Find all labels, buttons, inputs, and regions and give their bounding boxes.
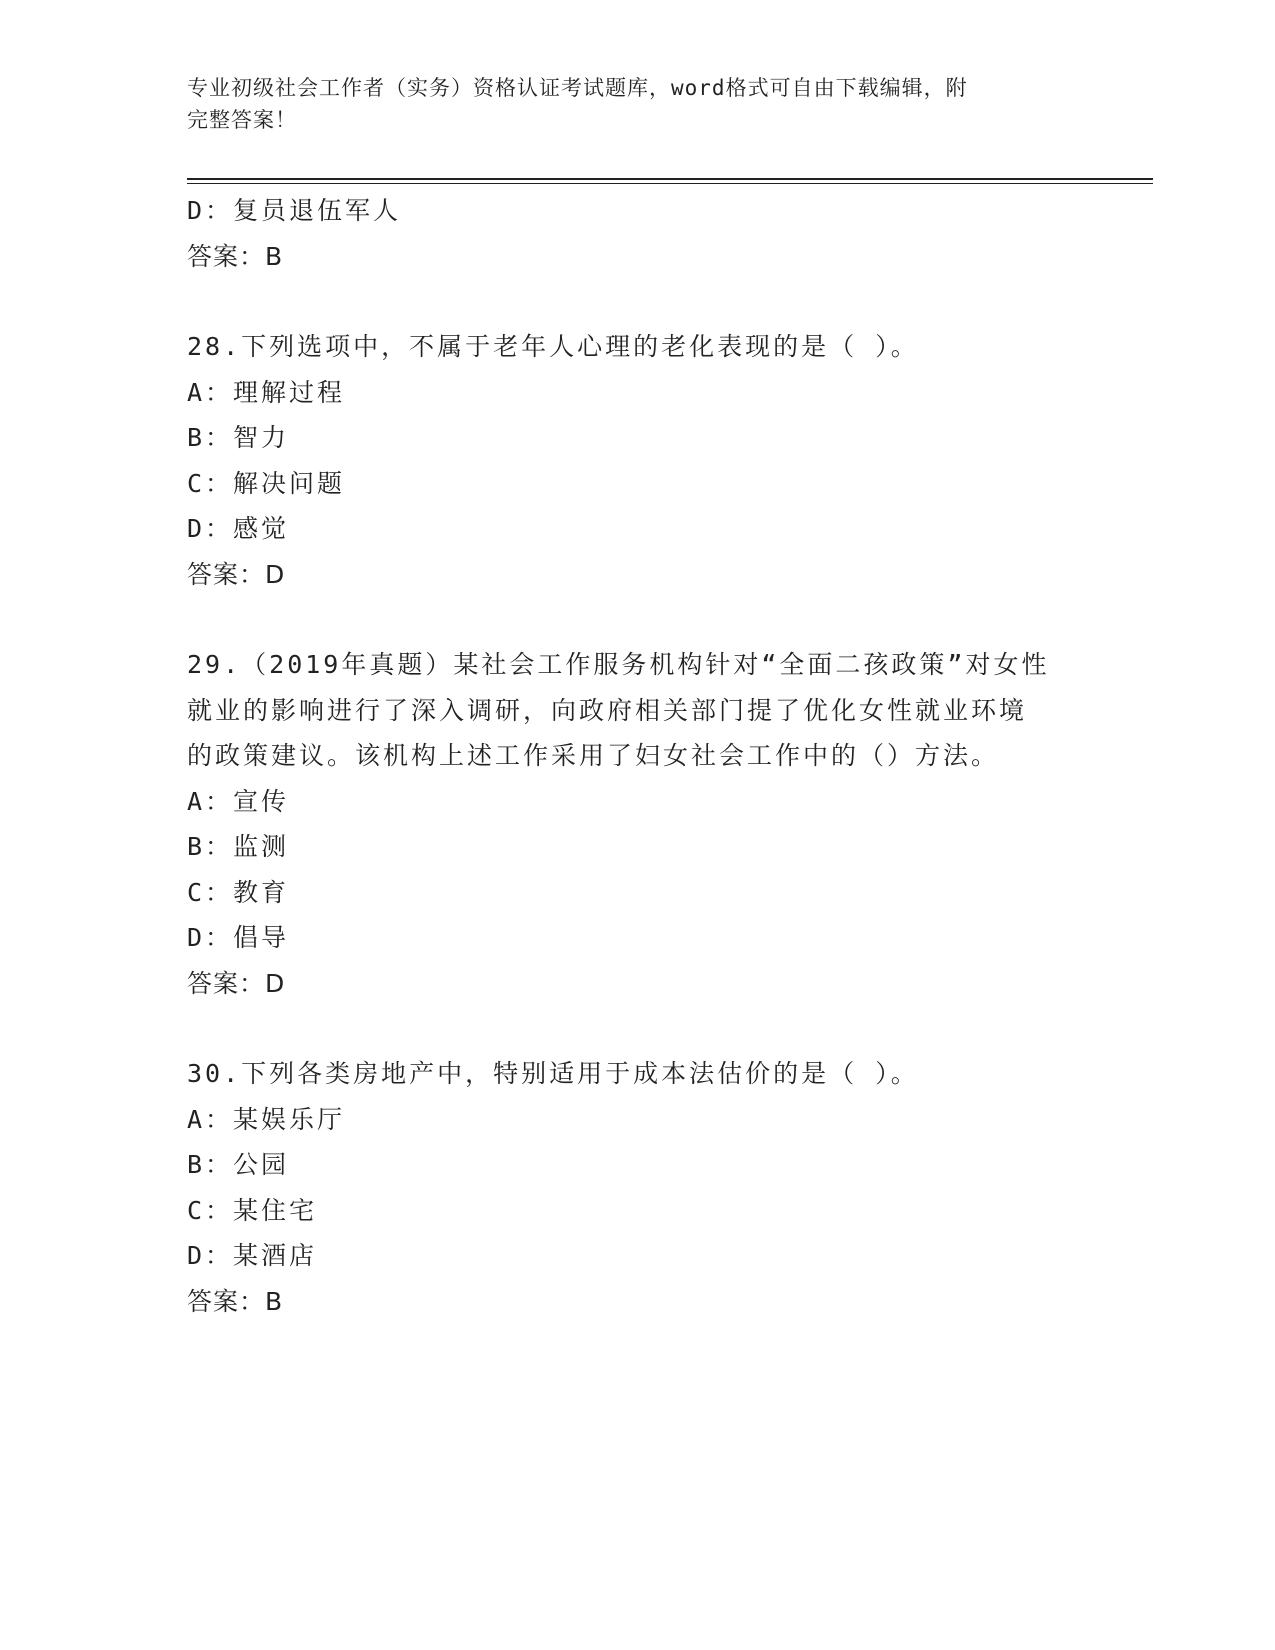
- answer: 答案：D: [187, 559, 286, 589]
- option-b: B：公园: [187, 1150, 290, 1179]
- question-28: [187, 324, 1087, 597]
- spacer: [187, 597, 1087, 642]
- header-rule-thin: [187, 183, 1153, 184]
- question-stem-line-2: 就业的影响进行了深入调研，向政府相关部门提了优化女性就业环境: [187, 695, 1028, 725]
- question-stem-line-3: 的政策建议。该机构上述工作采用了妇女社会工作中的（）方法。: [187, 741, 1000, 770]
- option-a: A：理解过程: [187, 377, 346, 407]
- document-header: [187, 72, 1067, 136]
- option-d: D：某酒店: [187, 1241, 318, 1270]
- answer: 答案：B: [187, 1286, 284, 1316]
- header-line-2: 完整答案！: [187, 108, 297, 132]
- option-b: B：智力: [187, 423, 290, 452]
- question-29: [187, 642, 1087, 1006]
- option-d: D：感觉: [187, 514, 290, 543]
- option-c: C：教育: [187, 877, 290, 907]
- header-line-1: 专业初级社会工作者（实务）资格认证考试题库，word格式可自由下载编辑，附: [187, 76, 968, 100]
- spacer: [187, 1006, 1087, 1051]
- option-d: D：复员退伍军人: [187, 196, 402, 225]
- spacer: [187, 279, 1087, 324]
- previous-question-tail: [187, 188, 1087, 279]
- header-rule-thick: [187, 178, 1153, 180]
- question-stem: 30.下列各类房地产中，特别适用于成本法估价的是（ ）。: [187, 1059, 919, 1088]
- question-stem-line-1: 29.（2019年真题）某社会工作服务机构针对“全面二孩政策”对女性: [187, 650, 1050, 679]
- option-c: C：解决问题: [187, 468, 346, 498]
- option-b: B：监测: [187, 832, 290, 861]
- question-content: [187, 188, 1087, 1324]
- answer: 答案：B: [187, 241, 284, 271]
- question-30: [187, 1051, 1087, 1324]
- option-a: A：某娱乐厅: [187, 1104, 346, 1134]
- answer: 答案：D: [187, 968, 286, 998]
- question-stem: 28.下列选项中，不属于老年人心理的老化表现的是（ ）。: [187, 332, 919, 361]
- option-a: A：宣传: [187, 786, 290, 816]
- option-d: D：倡导: [187, 923, 290, 952]
- option-c: C：某住宅: [187, 1195, 318, 1225]
